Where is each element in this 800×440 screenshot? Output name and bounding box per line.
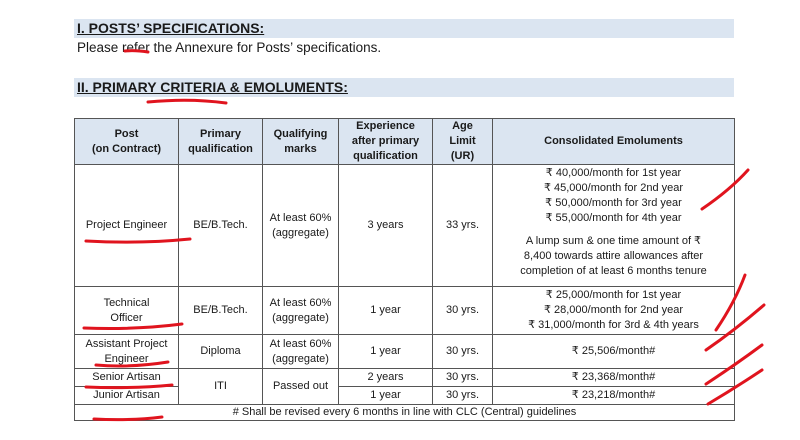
age-cell: 30 yrs. xyxy=(433,287,493,335)
table-row xyxy=(75,387,735,405)
qualification-cell: ITI xyxy=(179,369,263,405)
post-cell: Technical Officer xyxy=(75,287,179,335)
section1-heading: I. POSTS’ SPECIFICATIONS: xyxy=(77,20,265,36)
experience-cell: 1 year xyxy=(339,387,433,405)
age-cell: 30 yrs. xyxy=(433,369,493,387)
table-row xyxy=(75,165,735,287)
post-cell: Project Engineer xyxy=(75,165,179,287)
experience-cell: 2 years xyxy=(339,369,433,387)
post-cell: Junior Artisan xyxy=(75,387,179,405)
header-emoluments: Consolidated Emoluments xyxy=(493,119,735,165)
table-row xyxy=(75,287,735,335)
footnote: # Shall be revised every 6 months in line with CLC (Central) guidelines xyxy=(75,405,735,421)
qualification-cell: BE/B.Tech. xyxy=(179,287,263,335)
marks-cell: Passed out xyxy=(263,369,339,405)
age-cell: 30 yrs. xyxy=(433,335,493,369)
table-row xyxy=(75,369,735,387)
header-marks: Qualifying marks xyxy=(263,119,339,165)
qualification-cell: BE/B.Tech. xyxy=(179,165,263,287)
table-row xyxy=(75,335,735,369)
post-cell: Senior Artisan xyxy=(75,369,179,387)
underline-mark xyxy=(148,100,226,103)
qualification-cell: Diploma xyxy=(179,335,263,369)
marks-cell: At least 60% (aggregate) xyxy=(263,335,339,369)
header-post: Post (on Contract) xyxy=(75,119,179,165)
age-cell: 30 yrs. xyxy=(433,387,493,405)
age-cell: 33 yrs. xyxy=(433,165,493,287)
criteria-table xyxy=(74,118,735,421)
emoluments-cell: ₹ 23,218/month# xyxy=(493,387,735,405)
experience-cell: 1 year xyxy=(339,287,433,335)
emoluments-cell: ₹ 25,000/month for 1st year ₹ 28,000/month for 2nd year ₹ 31,000/month for 3rd & 4th years xyxy=(493,287,735,335)
header-row xyxy=(75,119,735,165)
footnote-row xyxy=(75,405,735,421)
post-cell: Assistant Project Engineer xyxy=(75,335,179,369)
emoluments-cell: ₹ 40,000/month for 1st year ₹ 45,000/month for 2nd year ₹ 50,000/month for 3rd year ₹ 55,000/month for 4th year A lump sum & one time amount of ₹ 8,400 towards attire allowances after completion of at least 6 months tenure xyxy=(493,165,735,287)
section1-text: Please refer the Annexure for Posts’ specifications. xyxy=(77,40,382,55)
marks-cell: At least 60% (aggregate) xyxy=(263,165,339,287)
experience-cell: 1 year xyxy=(339,335,433,369)
marks-cell: At least 60% (aggregate) xyxy=(263,287,339,335)
emoluments-cell: ₹ 25,506/month# xyxy=(493,335,735,369)
emoluments-cell: ₹ 23,368/month# xyxy=(493,369,735,387)
header-qualification: Primary qualification xyxy=(179,119,263,165)
header-experience: Experience after primary qualification xyxy=(339,119,433,165)
header-age: Age Limit (UR) xyxy=(433,119,493,165)
experience-cell: 3 years xyxy=(339,165,433,287)
section2-heading: II. PRIMARY CRITERIA & EMOLUMENTS: xyxy=(77,79,348,95)
